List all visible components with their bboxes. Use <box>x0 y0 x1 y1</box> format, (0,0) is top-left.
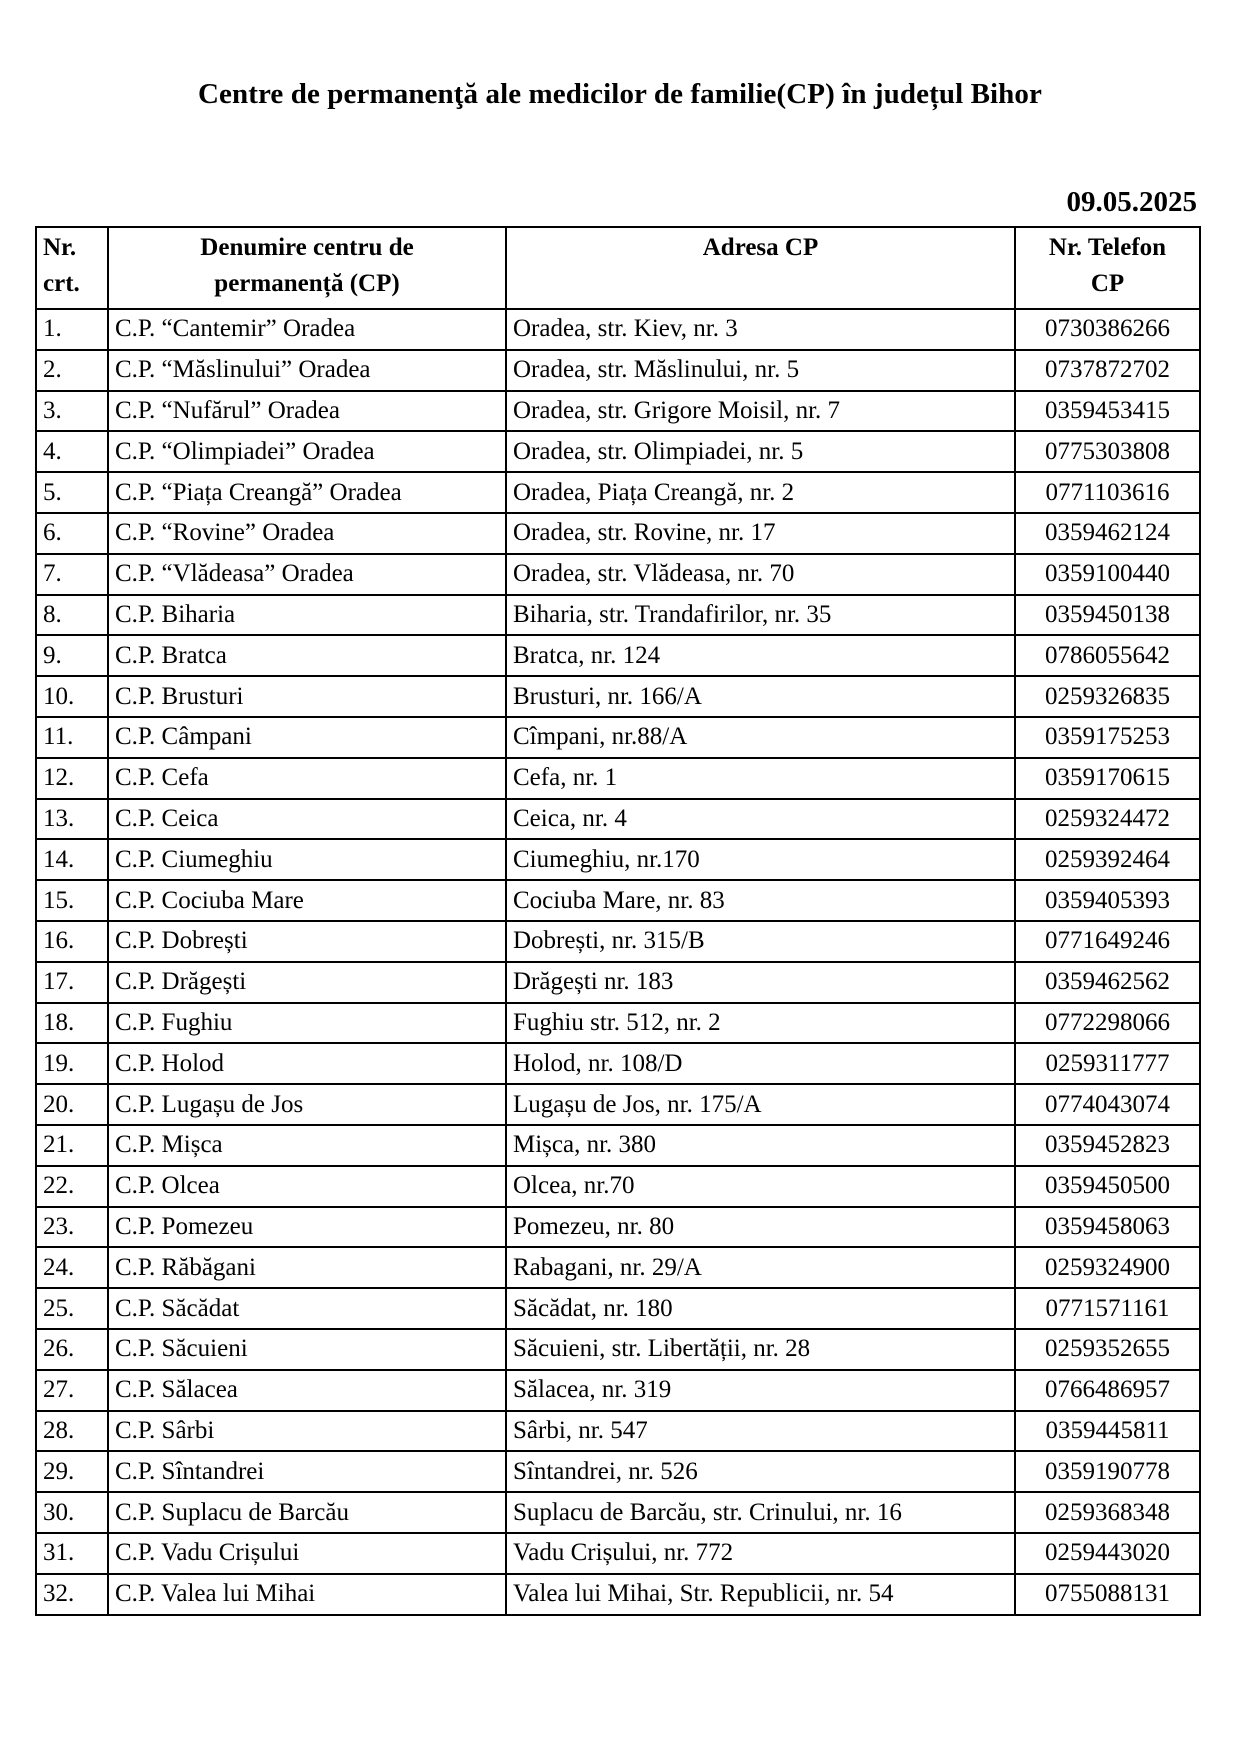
cell-nr: 2. <box>36 350 108 391</box>
cell-phone: 0359100440 <box>1015 554 1200 595</box>
table-row <box>36 472 1200 513</box>
cell-name: C.P. Bratca <box>108 635 506 676</box>
cell-nr: 1. <box>36 309 108 350</box>
permanence-centers-table <box>35 226 1201 1616</box>
table-row <box>36 799 1200 840</box>
cell-phone: 0786055642 <box>1015 635 1200 676</box>
table-body <box>36 309 1200 1615</box>
cell-phone: 0771103616 <box>1015 472 1200 513</box>
table-row <box>36 921 1200 962</box>
cell-phone: 0359450138 <box>1015 595 1200 636</box>
cell-phone: 0774043074 <box>1015 1084 1200 1125</box>
cell-name: C.P. Fughiu <box>108 1003 506 1044</box>
table-row <box>36 595 1200 636</box>
cell-nr: 27. <box>36 1370 108 1411</box>
cell-name: C.P. “Olimpiadei” Oradea <box>108 431 506 472</box>
table-row <box>36 1084 1200 1125</box>
cell-address: Săcuieni, str. Libertății, nr. 28 <box>506 1329 1015 1370</box>
table-row <box>36 1451 1200 1492</box>
cell-name: C.P. Săcuieni <box>108 1329 506 1370</box>
cell-address: Oradea, str. Kiev, nr. 3 <box>506 309 1015 350</box>
cell-name: C.P. Cociuba Mare <box>108 880 506 921</box>
cell-address: Mișca, nr. 380 <box>506 1125 1015 1166</box>
cell-phone: 0259368348 <box>1015 1492 1200 1533</box>
cell-address: Cîmpani, nr.88/A <box>506 717 1015 758</box>
cell-address: Ceica, nr. 4 <box>506 799 1015 840</box>
cell-nr: 14. <box>36 839 108 880</box>
cell-nr: 32. <box>36 1574 108 1615</box>
cell-address: Fughiu str. 512, nr. 2 <box>506 1003 1015 1044</box>
cell-phone: 0359175253 <box>1015 717 1200 758</box>
table-row <box>36 1166 1200 1207</box>
cell-phone: 0259392464 <box>1015 839 1200 880</box>
cell-address: Lugașu de Jos, nr. 175/A <box>506 1084 1015 1125</box>
cell-phone: 0359458063 <box>1015 1207 1200 1248</box>
cell-nr: 29. <box>36 1451 108 1492</box>
table-row <box>36 1043 1200 1084</box>
header-nr: Nr. crt. <box>36 227 108 309</box>
cell-name: C.P. Valea lui Mihai <box>108 1574 506 1615</box>
cell-name: C.P. Câmpani <box>108 717 506 758</box>
cell-nr: 9. <box>36 635 108 676</box>
cell-phone: 0259326835 <box>1015 676 1200 717</box>
cell-phone: 0359405393 <box>1015 880 1200 921</box>
table-row <box>36 758 1200 799</box>
cell-address: Holod, nr. 108/D <box>506 1043 1015 1084</box>
cell-nr: 4. <box>36 431 108 472</box>
cell-name: C.P. Lugașu de Jos <box>108 1084 506 1125</box>
cell-phone: 0737872702 <box>1015 350 1200 391</box>
cell-address: Săcădat, nr. 180 <box>506 1288 1015 1329</box>
cell-name: C.P. Brusturi <box>108 676 506 717</box>
table-row <box>36 962 1200 1003</box>
cell-nr: 25. <box>36 1288 108 1329</box>
cell-nr: 30. <box>36 1492 108 1533</box>
cell-name: C.P. Ceica <box>108 799 506 840</box>
table-row <box>36 309 1200 350</box>
cell-address: Brusturi, nr. 166/A <box>506 676 1015 717</box>
cell-name: C.P. Săcădat <box>108 1288 506 1329</box>
cell-name: C.P. Răbăgani <box>108 1247 506 1288</box>
cell-phone: 0359452823 <box>1015 1125 1200 1166</box>
cell-name: C.P. Holod <box>108 1043 506 1084</box>
table-row <box>36 1329 1200 1370</box>
cell-nr: 28. <box>36 1411 108 1452</box>
cell-nr: 19. <box>36 1043 108 1084</box>
cell-phone: 0755088131 <box>1015 1574 1200 1615</box>
cell-address: Oradea, str. Măslinului, nr. 5 <box>506 350 1015 391</box>
cell-nr: 10. <box>36 676 108 717</box>
cell-nr: 20. <box>36 1084 108 1125</box>
cell-nr: 13. <box>36 799 108 840</box>
cell-name: C.P. “Măslinului” Oradea <box>108 350 506 391</box>
cell-phone: 0259352655 <box>1015 1329 1200 1370</box>
cell-phone: 0359170615 <box>1015 758 1200 799</box>
header-address: Adresa CP <box>506 227 1015 309</box>
table-row <box>36 635 1200 676</box>
cell-address: Oradea, str. Rovine, nr. 17 <box>506 513 1015 554</box>
cell-nr: 5. <box>36 472 108 513</box>
table-row <box>36 1207 1200 1248</box>
cell-nr: 31. <box>36 1533 108 1574</box>
table-row <box>36 676 1200 717</box>
cell-name: C.P. Drăgești <box>108 962 506 1003</box>
cell-nr: 3. <box>36 391 108 432</box>
cell-address: Suplacu de Barcău, str. Crinului, nr. 16 <box>506 1492 1015 1533</box>
cell-name: C.P. “Vlădeasa” Oradea <box>108 554 506 595</box>
cell-name: C.P. Sîntandrei <box>108 1451 506 1492</box>
cell-nr: 24. <box>36 1247 108 1288</box>
cell-phone: 0259311777 <box>1015 1043 1200 1084</box>
cell-phone: 0772298066 <box>1015 1003 1200 1044</box>
cell-nr: 7. <box>36 554 108 595</box>
cell-nr: 6. <box>36 513 108 554</box>
cell-name: C.P. “Rovine” Oradea <box>108 513 506 554</box>
header-name: Denumire centru de permanență (CP) <box>108 227 506 309</box>
cell-name: C.P. Sălacea <box>108 1370 506 1411</box>
cell-address: Vadu Crișului, nr. 772 <box>506 1533 1015 1574</box>
cell-phone: 0775303808 <box>1015 431 1200 472</box>
cell-name: C.P. Ciumeghiu <box>108 839 506 880</box>
cell-address: Pomezeu, nr. 80 <box>506 1207 1015 1248</box>
cell-nr: 23. <box>36 1207 108 1248</box>
table-row <box>36 717 1200 758</box>
cell-address: Cefa, nr. 1 <box>506 758 1015 799</box>
cell-nr: 15. <box>36 880 108 921</box>
table-row <box>36 1247 1200 1288</box>
table-row <box>36 839 1200 880</box>
cell-name: C.P. Sârbi <box>108 1411 506 1452</box>
cell-nr: 21. <box>36 1125 108 1166</box>
cell-address: Oradea, str. Grigore Moisil, nr. 7 <box>506 391 1015 432</box>
cell-phone: 0359462562 <box>1015 962 1200 1003</box>
cell-phone: 0259324900 <box>1015 1247 1200 1288</box>
table-row <box>36 513 1200 554</box>
cell-phone: 0359190778 <box>1015 1451 1200 1492</box>
table-header-row <box>36 227 1200 309</box>
cell-nr: 12. <box>36 758 108 799</box>
table-row <box>36 1288 1200 1329</box>
table-row <box>36 554 1200 595</box>
cell-phone: 0771649246 <box>1015 921 1200 962</box>
cell-nr: 18. <box>36 1003 108 1044</box>
table-row <box>36 1492 1200 1533</box>
table-row <box>36 1370 1200 1411</box>
cell-nr: 8. <box>36 595 108 636</box>
cell-name: C.P. Olcea <box>108 1166 506 1207</box>
table-row <box>36 1574 1200 1615</box>
cell-name: C.P. Biharia <box>108 595 506 636</box>
table-row <box>36 1003 1200 1044</box>
cell-nr: 16. <box>36 921 108 962</box>
table-row <box>36 431 1200 472</box>
cell-address: Dobrești, nr. 315/B <box>506 921 1015 962</box>
cell-name: C.P. Vadu Crișului <box>108 1533 506 1574</box>
cell-name: C.P. Suplacu de Barcău <box>108 1492 506 1533</box>
cell-phone: 0259324472 <box>1015 799 1200 840</box>
cell-phone: 0766486957 <box>1015 1370 1200 1411</box>
cell-address: Bratca, nr. 124 <box>506 635 1015 676</box>
table-row <box>36 1533 1200 1574</box>
cell-address: Cociuba Mare, nr. 83 <box>506 880 1015 921</box>
cell-address: Oradea, str. Vlădeasa, nr. 70 <box>506 554 1015 595</box>
cell-address: Biharia, str. Trandafirilor, nr. 35 <box>506 595 1015 636</box>
document-title: Centre de permanenţă ale medicilor de familie(CP) în județul Bihor <box>197 78 1042 110</box>
table-row <box>36 1125 1200 1166</box>
cell-name: C.P. “Nufărul” Oradea <box>108 391 506 432</box>
cell-address: Rabagani, nr. 29/A <box>506 1247 1015 1288</box>
cell-name: C.P. “Piața Creangă” Oradea <box>108 472 506 513</box>
cell-address: Oradea, str. Olimpiadei, nr. 5 <box>506 431 1015 472</box>
cell-name: C.P. “Cantemir” Oradea <box>108 309 506 350</box>
cell-address: Sîntandrei, nr. 526 <box>506 1451 1015 1492</box>
cell-address: Sârbi, nr. 547 <box>506 1411 1015 1452</box>
cell-nr: 17. <box>36 962 108 1003</box>
cell-name: C.P. Mișca <box>108 1125 506 1166</box>
cell-nr: 11. <box>36 717 108 758</box>
cell-address: Ciumeghiu, nr.170 <box>506 839 1015 880</box>
cell-phone: 0771571161 <box>1015 1288 1200 1329</box>
cell-nr: 22. <box>36 1166 108 1207</box>
cell-phone: 0359445811 <box>1015 1411 1200 1452</box>
cell-name: C.P. Pomezeu <box>108 1207 506 1248</box>
cell-name: C.P. Cefa <box>108 758 506 799</box>
cell-address: Oradea, Piața Creangă, nr. 2 <box>506 472 1015 513</box>
table-row <box>36 391 1200 432</box>
table-row <box>36 350 1200 391</box>
cell-address: Drăgești nr. 183 <box>506 962 1015 1003</box>
cell-address: Olcea, nr.70 <box>506 1166 1015 1207</box>
cell-address: Valea lui Mihai, Str. Republicii, nr. 54 <box>506 1574 1015 1615</box>
cell-nr: 26. <box>36 1329 108 1370</box>
cell-phone: 0359453415 <box>1015 391 1200 432</box>
cell-phone: 0359462124 <box>1015 513 1200 554</box>
cell-address: Sălacea, nr. 319 <box>506 1370 1015 1411</box>
header-phone: Nr. Telefon CP <box>1015 227 1200 309</box>
cell-phone: 0730386266 <box>1015 309 1200 350</box>
cell-name: C.P. Dobrești <box>108 921 506 962</box>
document-date: 09.05.2025 <box>1066 186 1197 218</box>
table-row <box>36 1411 1200 1452</box>
cell-phone: 0359450500 <box>1015 1166 1200 1207</box>
cell-phone: 0259443020 <box>1015 1533 1200 1574</box>
table-row <box>36 880 1200 921</box>
